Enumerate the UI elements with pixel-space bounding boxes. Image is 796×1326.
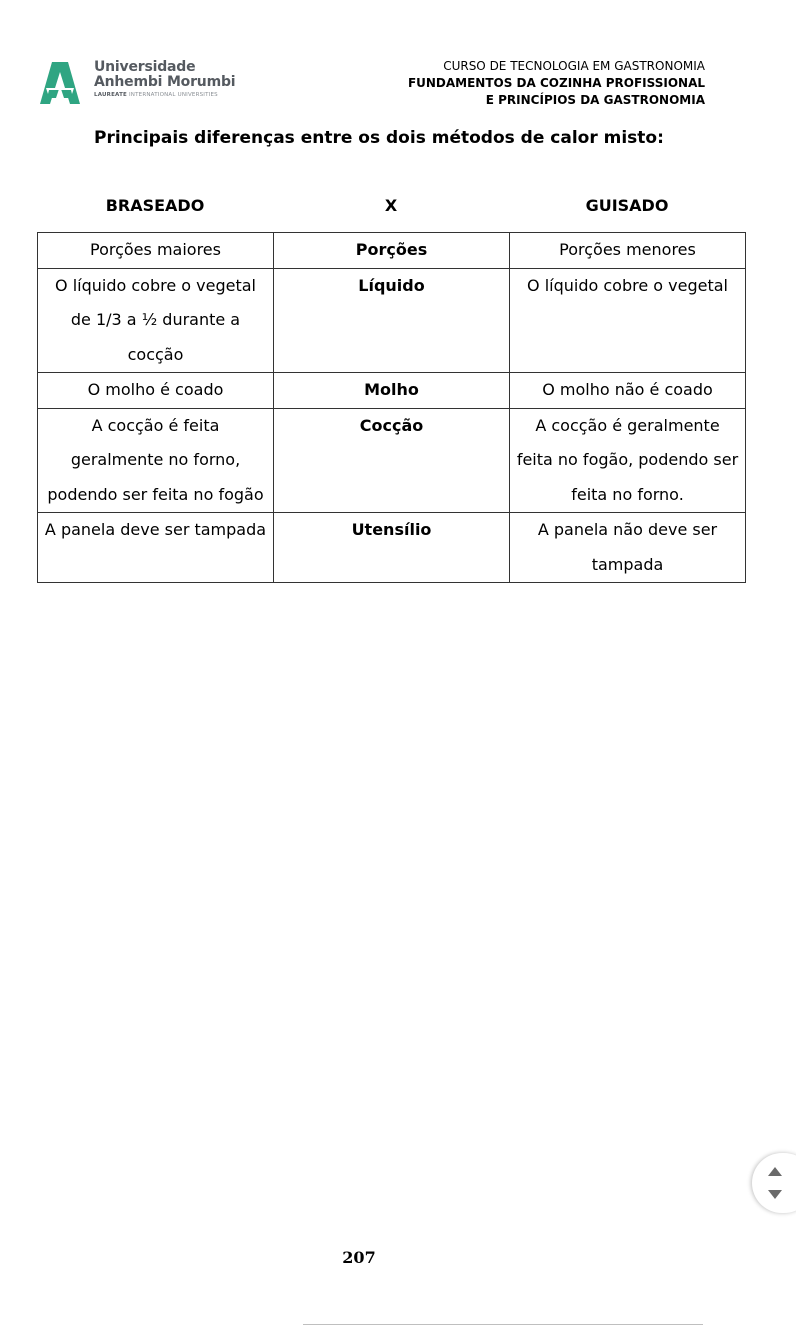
- criterion-cell: Líquido: [274, 268, 510, 373]
- braseado-cell: Porções maiores: [38, 233, 274, 269]
- criterion-cell: Molho: [274, 373, 510, 409]
- column-header-guisado: GUISADO: [585, 196, 669, 215]
- column-headers: [37, 196, 745, 222]
- table-row: [38, 233, 746, 269]
- column-header-versus: X: [384, 196, 398, 215]
- subject-title-line2: E PRINCÍPIOS DA GASTRONOMIA: [485, 93, 705, 107]
- column-header-braseado: BRASEADO: [105, 196, 205, 215]
- table-row: [38, 513, 746, 583]
- course-title: CURSO DE TECNOLOGIA EM GASTRONOMIA: [443, 59, 705, 73]
- braseado-cell: O líquido cobre o vegetal de 1/3 a ½ durante a cocção: [38, 268, 274, 373]
- scroll-up-icon[interactable]: [768, 1167, 782, 1176]
- logo-text-laureate: [94, 92, 235, 98]
- subject-title-line1: FUNDAMENTOS DA COZINHA PROFISSIONAL: [407, 76, 705, 90]
- logo-laureate-bold: LAUREATE: [94, 92, 127, 98]
- logo-text-anhembi-morumbi: Anhembi Morumbi: [94, 74, 236, 90]
- braseado-cell: A cocção é feita geralmente no forno, podendo ser feita no fogão: [38, 408, 274, 513]
- guisado-cell: A panela não deve ser tampada: [510, 513, 746, 583]
- braseado-cell: O molho é coado: [38, 373, 274, 409]
- table-row: [38, 373, 746, 409]
- section-heading: Principais diferenças entre os dois métodos de calor misto:: [94, 128, 664, 148]
- page-scroll-control[interactable]: [752, 1153, 796, 1213]
- university-logo: [40, 60, 240, 106]
- guisado-cell: A cocção é geralmente feita no fogão, podendo ser feita no forno.: [510, 408, 746, 513]
- scroll-down-icon[interactable]: [768, 1190, 782, 1199]
- table-row: [38, 268, 746, 373]
- guisado-cell: O molho não é coado: [510, 373, 746, 409]
- criterion-cell: Porções: [274, 233, 510, 269]
- criterion-cell: Cocção: [274, 408, 510, 513]
- comparison-table: [37, 232, 746, 583]
- criterion-cell: Utensílio: [274, 513, 510, 583]
- logo-laureate-rest: INTERNATIONAL UNIVERSITIES: [127, 92, 218, 98]
- braseado-cell: A panela deve ser tampada: [38, 513, 274, 583]
- guisado-cell: Porções menores: [510, 233, 746, 269]
- guisado-cell: O líquido cobre o vegetal: [510, 268, 746, 373]
- page-number: 207: [342, 1248, 376, 1267]
- page-divider: [303, 1324, 703, 1325]
- document-header: [408, 58, 705, 109]
- logo-text-universidade: Universidade: [94, 59, 196, 75]
- logo-mark-icon: [40, 60, 80, 104]
- table-row: [38, 408, 746, 513]
